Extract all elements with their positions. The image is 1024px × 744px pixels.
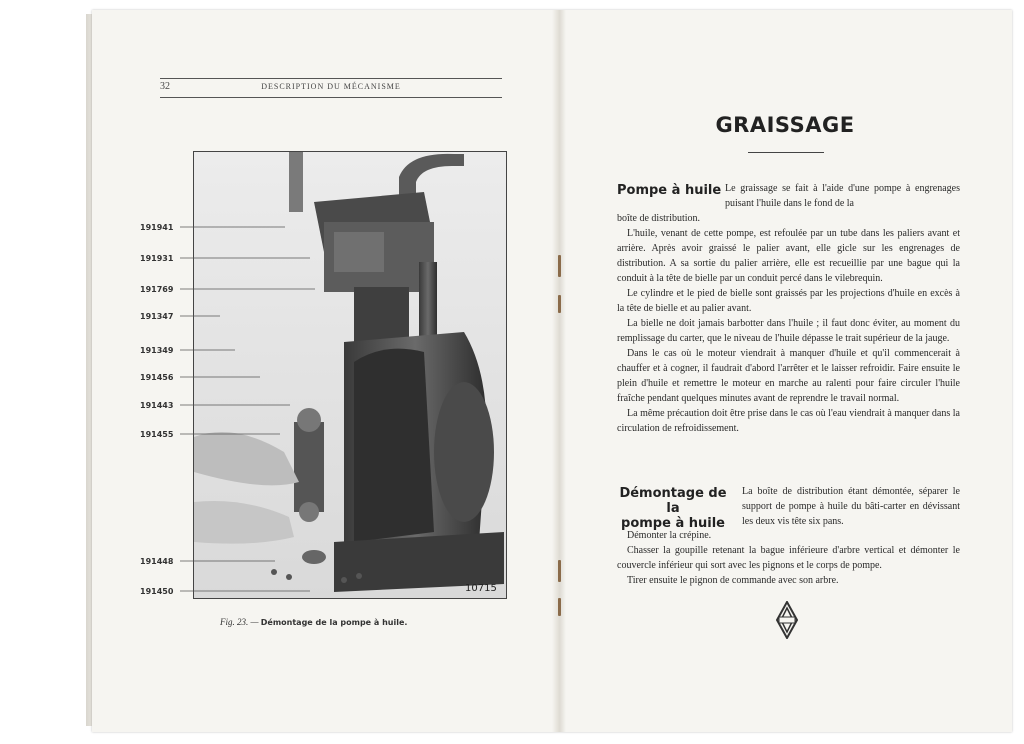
page-number: 32 xyxy=(160,81,170,92)
caption-title: Démontage de la pompe à huile. xyxy=(260,618,408,627)
paragraph: Le cylindre et le pied de bielle sont graissés par les projections d'huile en excès à la tête de bielle et au palier avant. xyxy=(617,288,960,314)
part-number-label: 191450 xyxy=(140,587,174,596)
callout-leader-lines xyxy=(180,0,320,600)
part-number-label: 191456 xyxy=(140,373,174,382)
section-body xyxy=(617,211,960,436)
title-rule xyxy=(748,152,824,153)
section-heading xyxy=(617,486,729,531)
section-body xyxy=(617,528,960,588)
caption-figure-number: Fig. 23. — xyxy=(220,617,259,627)
binding-stitch xyxy=(558,255,561,277)
part-number-label: 191769 xyxy=(140,285,174,294)
binding-stitch xyxy=(558,295,561,313)
part-number-label: 191448 xyxy=(140,557,174,566)
figure-reference-number: 10715 xyxy=(465,583,497,594)
paragraph: Le graissage se fait à l'aide d'une pompe à engrenages puisant l'huile dans le fond de la xyxy=(725,183,960,209)
book-gutter xyxy=(552,10,566,732)
paragraph: Dans le cas où le moteur viendrait à manquer d'huile et qu'il commencerait à chauffer et à cogner, il faudrait d'abord l'arrêter et le laisser refroidir. Faire ensuite le plein d'huile et remettre le moteur en marche au ralenti pour faire circuler l'huile fraîche pendant quelques minutes avant de reprendre le travail normal. xyxy=(617,348,960,404)
part-number-label: 191347 xyxy=(140,312,174,321)
part-number-label: 191941 xyxy=(140,223,174,232)
section-heading-line: pompe à huile xyxy=(621,516,725,531)
part-number-label: 191349 xyxy=(140,346,174,355)
section-heading: Pompe à huile xyxy=(617,183,722,198)
part-number-label: 191443 xyxy=(140,401,174,410)
paragraph: La bielle ne doit jamais barbotter dans l'huile ; il faut donc éviter, au moment du remplissage du carter, que le niveau de l'huile dépasse le trait supérieur de la jauge. xyxy=(617,318,960,344)
paragraph: L'huile, venant de cette pompe, est refoulée par un tube dans les paliers avant et arrière. Après avoir graissé le palier avant, elle gicle sur les engrenages de distribution. A sa sortie du palier arrière, elle est recueillie par une bague qui la conduit à la tête de bielle par un conduit percé dans le vilebrequin. xyxy=(617,228,960,284)
paragraph: La même précaution doit être prise dans le cas où l'eau viendrait à manquer dans la circulation de refroidissement. xyxy=(617,408,960,434)
figure-caption xyxy=(220,617,407,627)
paragraph: Chasser la goupille retenant la bague inférieure d'arbre vertical et démonter le couvercle inférieur qui sort avec les pignons et le corps de pompe. xyxy=(617,545,960,571)
paragraph: La boîte de distribution étant démontée, séparer le support de pompe à huile du bâti-carter en dévissant les deux vis tête six pans. xyxy=(742,486,960,527)
binding-stitch xyxy=(558,598,561,616)
section-lead-text xyxy=(742,484,960,529)
section-lead-text xyxy=(725,181,960,211)
paragraph: boîte de distribution. xyxy=(617,213,701,224)
diamond-logo-icon xyxy=(776,601,798,639)
paragraph: Démonter la crépine. xyxy=(627,530,712,541)
part-number-label: 191455 xyxy=(140,430,174,439)
section-heading-line: Démontage de la xyxy=(619,486,727,516)
paragraph: Tirer ensuite le pignon de commande avec son arbre. xyxy=(627,575,839,586)
part-number-label: 191931 xyxy=(140,254,174,263)
running-title: DESCRIPTION DU MÉCANISME xyxy=(261,82,401,91)
binding-stitch xyxy=(558,560,561,582)
page-title: GRAISSAGE xyxy=(715,113,855,137)
